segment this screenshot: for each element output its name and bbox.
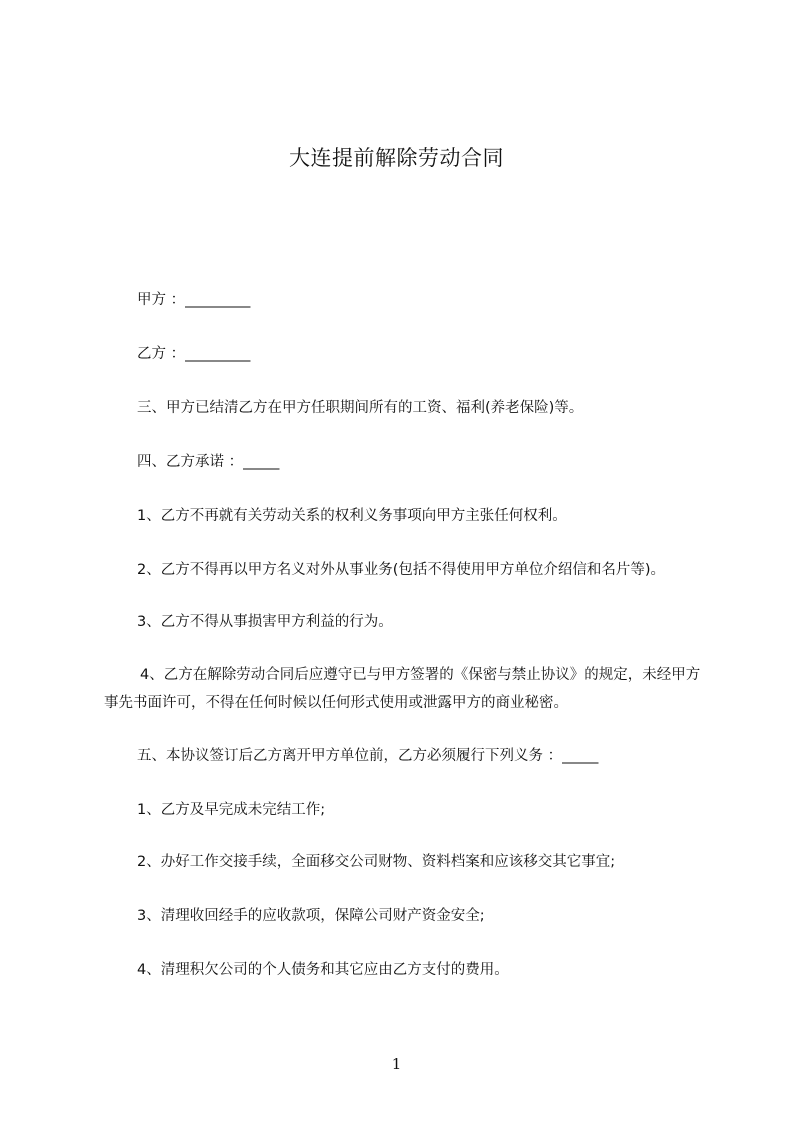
clause-five-item-1: 1、乙方及早完成未完结工作; [137, 802, 326, 818]
clause-four-item-4: 4、乙方在解除劳动合同后应遵守已与甲方签署的《保密与禁止协议》的规定，未经甲方事先书面许可，不得在任何时候以任何形式使用或泄露甲方的商业秘密。 [104, 667, 701, 711]
party-b-line: 乙方 ：_________ [137, 346, 251, 362]
page-number: 1 [391, 1055, 402, 1073]
clause-four-heading: 四、乙方承诺 ：_____ [137, 454, 280, 470]
clause-four-item-3: 3、乙方不得从事损害甲方利益的行为。 [137, 614, 393, 630]
clause-five-item-4: 4、清理积欠公司的个人债务和其它应由乙方支付的费用。 [137, 962, 509, 978]
clause-four-item-2: 2、乙方不得再以甲方名义对外从事业务(包括不得使用甲方单位介绍信和名片等)。 [137, 562, 666, 578]
clause-five-heading: 五、本协议签订后乙方离开甲方单位前，乙方必须履行下列义务 ：_____ [137, 748, 599, 764]
clause-five-item-3: 3、清理收回经手的应收款项，保障公司财产资金安全; [137, 908, 485, 924]
clause-five-item-2: 2、办好工作交接手续，全面移交公司财物、资料档案和应该移交其它事宜; [137, 854, 616, 870]
clause-four-item-1: 1、乙方不再就有关劳动关系的权利义务事项向甲方主张任何权利。 [137, 508, 567, 524]
clause-three: 三、甲方已结清乙方在甲方任职期间所有的工资、福利(养老保险)等。 [137, 400, 584, 416]
party-a-line: 甲方 ：_________ [137, 292, 251, 308]
document-title: 大连提前解除劳动合同 [289, 146, 504, 170]
